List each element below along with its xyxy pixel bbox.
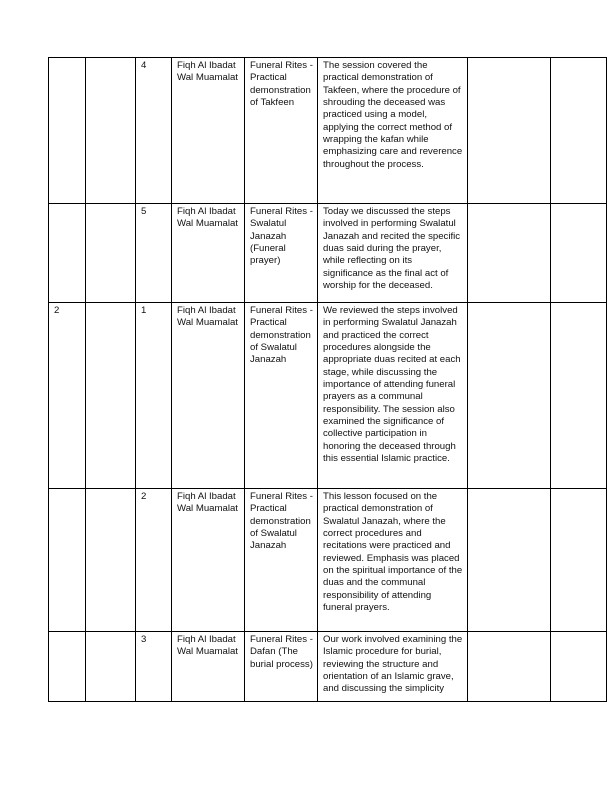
- session-cell: 2: [136, 489, 172, 632]
- table-row: [49, 303, 607, 489]
- subject-cell: Fiqh Al Ibadat Wal Muamalat: [172, 303, 245, 489]
- topic-cell: Funeral Rites - Swalatul Janazah (Funeral prayer): [245, 204, 318, 303]
- day-cell: [86, 204, 136, 303]
- blank-cell: [551, 632, 607, 702]
- week-cell: 2: [49, 303, 86, 489]
- blank-cell: [468, 489, 551, 632]
- summary-cell: We reviewed the steps involved in performing Swalatul Janazah and practiced the correct procedures alongside the appropriate duas recited at each stage, while discussing the importance of attending funeral prayers as a communal responsibility. The session also examined the significance of collective participation in honoring the deceased through this essential Islamic practice.: [318, 303, 468, 489]
- table-row: [49, 204, 607, 303]
- topic-cell: Funeral Rites - Dafan (The burial process): [245, 632, 318, 702]
- summary-cell: The session covered the practical demonstration of Takfeen, where the procedure of shrouding the deceased was practiced using a model, applying the correct method of wrapping the kafan while emphasizing care and reverence throughout the process.: [318, 58, 468, 204]
- session-cell: 5: [136, 204, 172, 303]
- blank-cell: [468, 303, 551, 489]
- day-cell: [86, 303, 136, 489]
- summary-cell: Our work involved examining the Islamic procedure for burial, reviewing the structure and orientation of an Islamic grave, and discussing the simplicity: [318, 632, 468, 702]
- subject-cell: Fiqh Al Ibadat Wal Muamalat: [172, 632, 245, 702]
- summary-cell: Today we discussed the steps involved in performing Swalatul Janazah and recited the specific duas said during the prayer, while reflecting on its significance as the final act of worship for the deceased.: [318, 204, 468, 303]
- summary-cell: This lesson focused on the practical demonstration of Swalatul Janazah, where the correct procedures and recitations were practiced and reviewed. Emphasis was placed on the spiritual importance of the duas and the communal responsibility of attending funeral prayers.: [318, 489, 468, 632]
- subject-cell: Fiqh Al Ibadat Wal Muamalat: [172, 204, 245, 303]
- topic-cell: Funeral Rites - Practical demonstration of Swalatul Janazah: [245, 489, 318, 632]
- session-cell: 4: [136, 58, 172, 204]
- subject-cell: Fiqh Al Ibadat Wal Muamalat: [172, 58, 245, 204]
- blank-cell: [468, 204, 551, 303]
- blank-cell: [551, 489, 607, 632]
- table-row: [49, 632, 607, 702]
- session-cell: 3: [136, 632, 172, 702]
- table-row: [49, 489, 607, 632]
- blank-cell: [468, 58, 551, 204]
- day-cell: [86, 489, 136, 632]
- day-cell: [86, 632, 136, 702]
- subject-cell: Fiqh Al Ibadat Wal Muamalat: [172, 489, 245, 632]
- blank-cell: [551, 58, 607, 204]
- table-row: [49, 58, 607, 204]
- week-cell: [49, 58, 86, 204]
- week-cell: [49, 632, 86, 702]
- topic-cell: Funeral Rites - Practical demonstration of Swalatul Janazah: [245, 303, 318, 489]
- day-cell: [86, 58, 136, 204]
- topic-cell: Funeral Rites - Practical demonstration of Takfeen: [245, 58, 318, 204]
- blank-cell: [551, 204, 607, 303]
- blank-cell: [468, 632, 551, 702]
- week-cell: [49, 489, 86, 632]
- lesson-log-table: [48, 57, 607, 702]
- session-cell: 1: [136, 303, 172, 489]
- blank-cell: [551, 303, 607, 489]
- week-cell: [49, 204, 86, 303]
